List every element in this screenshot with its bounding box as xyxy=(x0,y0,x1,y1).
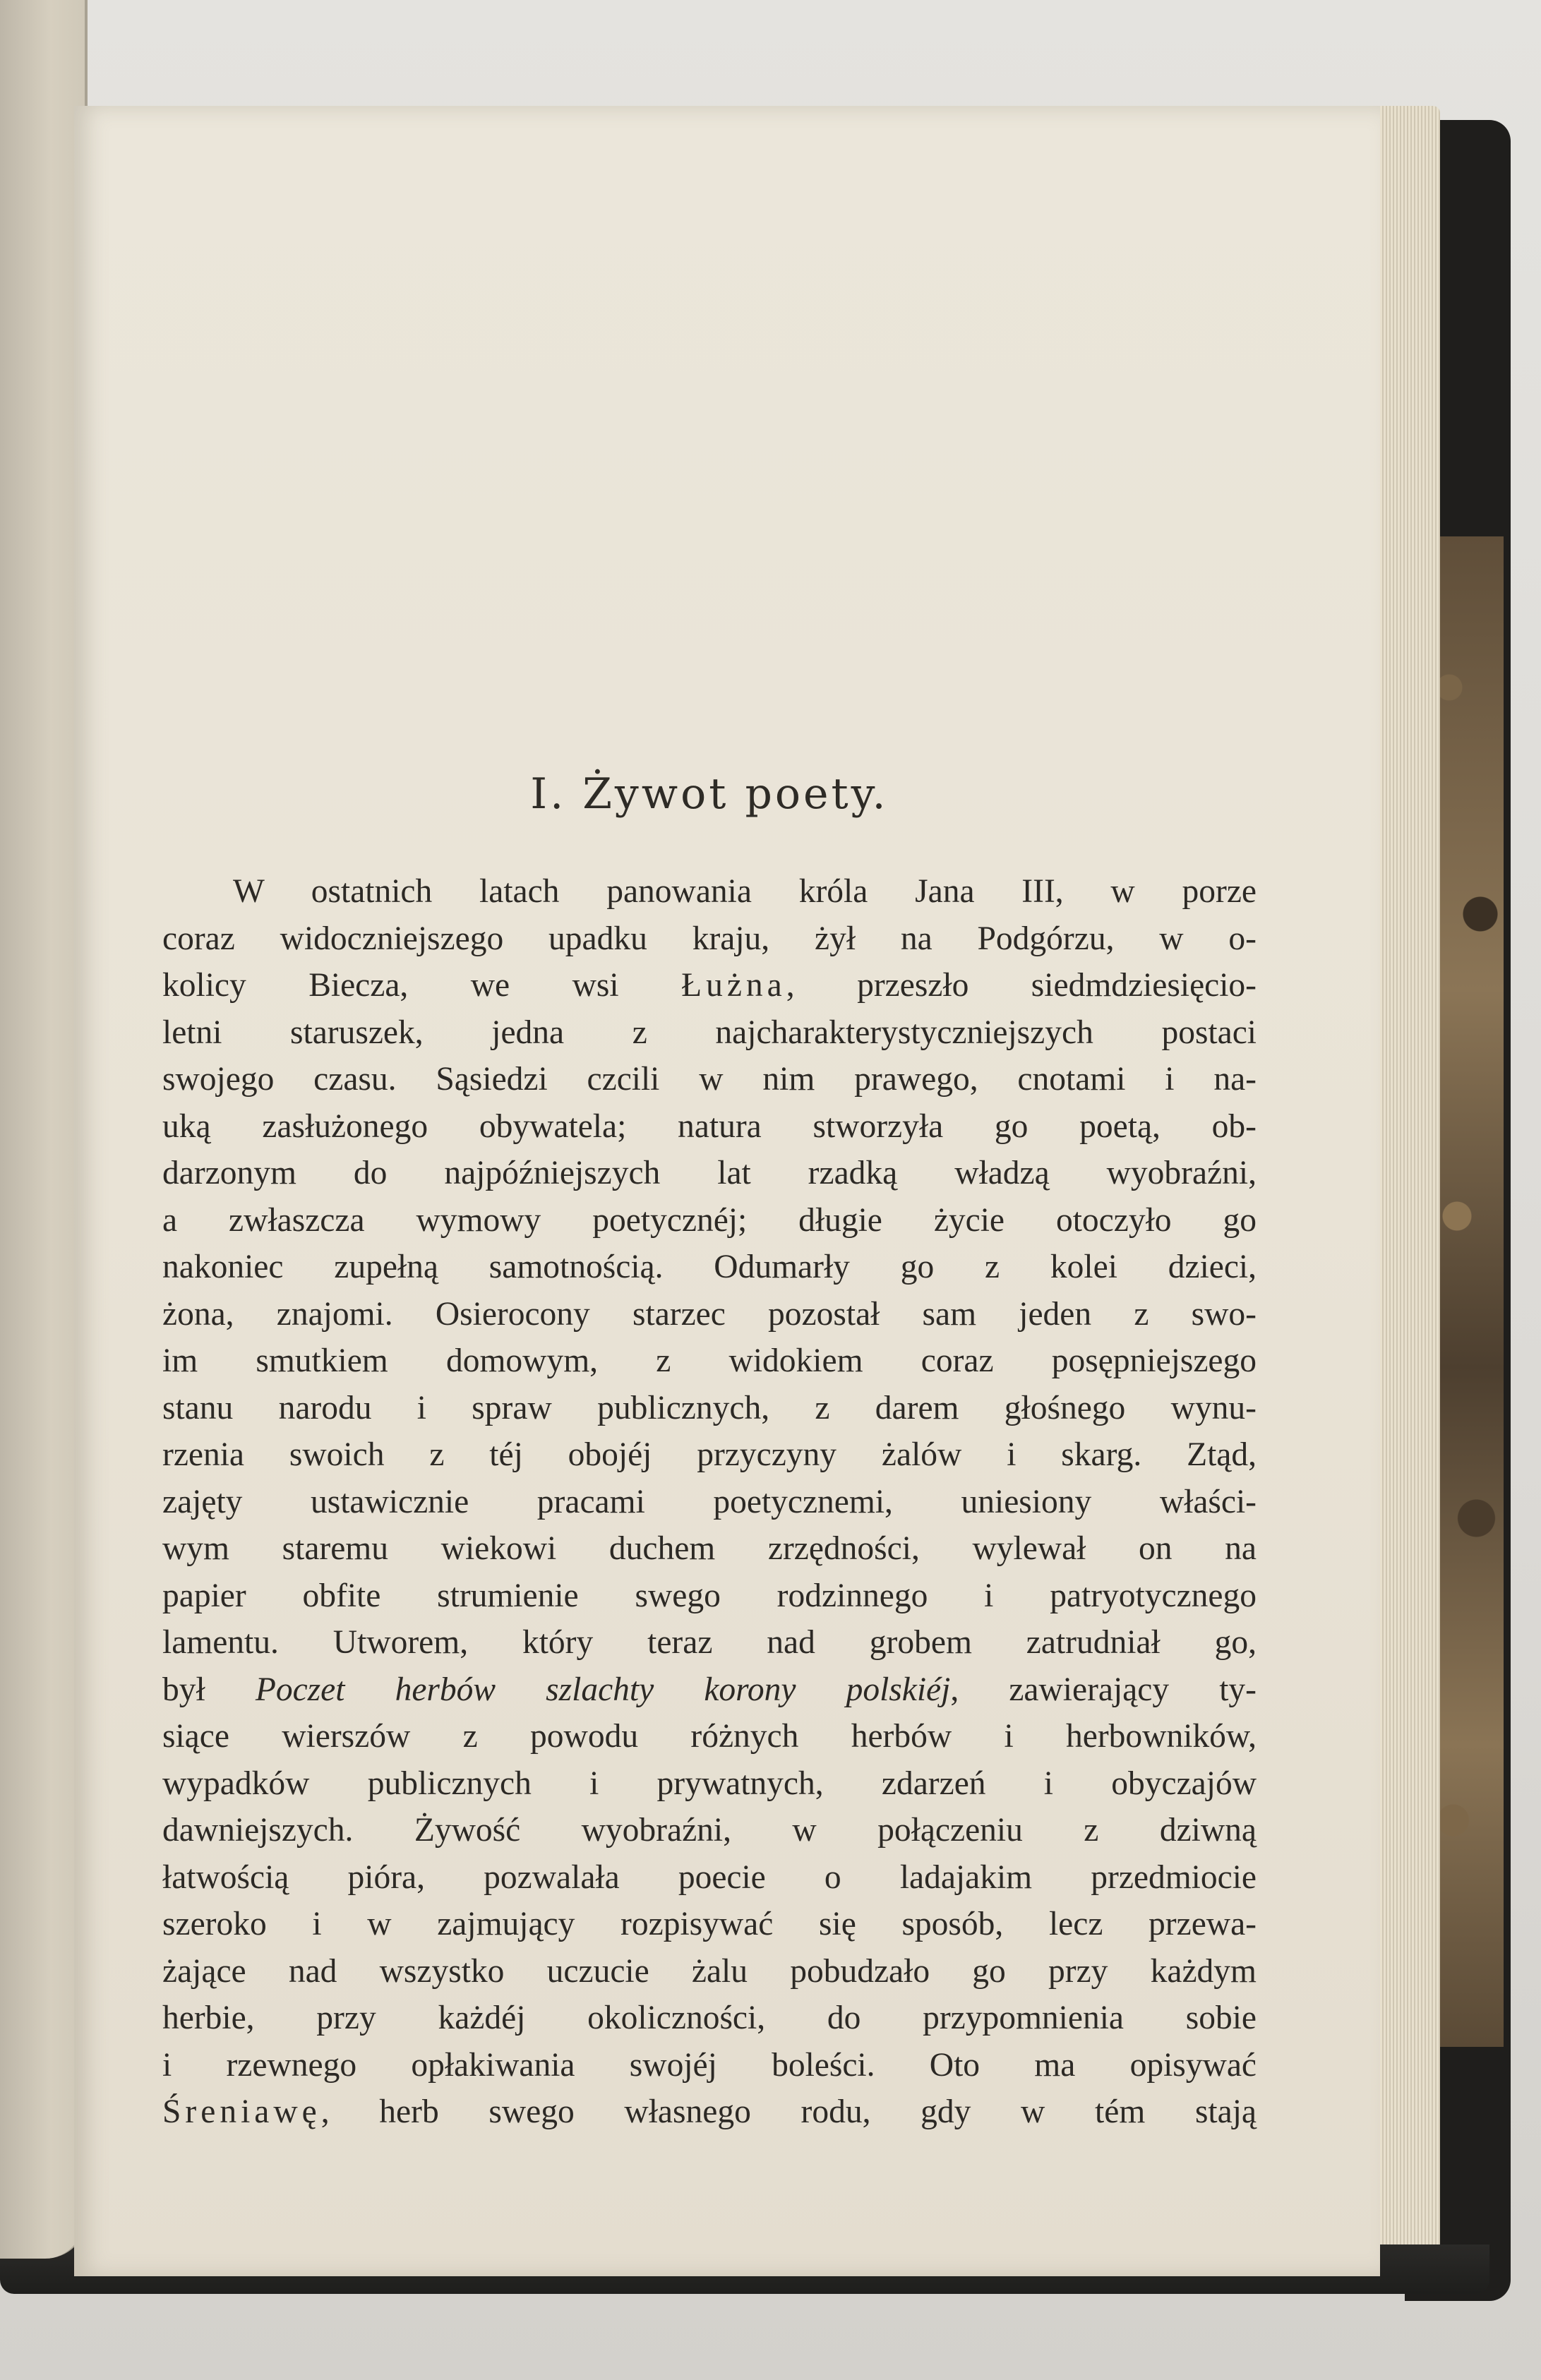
text-line: stanu narodu i spraw publicznych, z darem głośnego wynu- xyxy=(162,1389,1257,1426)
body-text xyxy=(162,868,1257,2136)
text-line: dawniejszych. Żywość wyobraźni, w połączeniu z dziwną xyxy=(162,1812,1257,1849)
page-content xyxy=(162,769,1257,2136)
text-line: był Poczet herbów szlachty korony polskiéj, zawierający ty- xyxy=(162,1671,1257,1708)
text-line: i rzewnego opłakiwania swojéj boleści. Oto ma opisywać xyxy=(162,2046,1257,2084)
text-line: papier obfite strumienie swego rodzinnego i patryotycznego xyxy=(162,1577,1257,1614)
text-line: kolicy Biecza, we wsi Łużna, przeszło siedmdziesięcio- xyxy=(162,967,1257,1004)
text-line: żona, znajomi. Osierocony starzec pozostał sam jeden z swo- xyxy=(162,1295,1257,1333)
text-line: nakoniec zupełną samotnością. Odumarły go z kolei dzieci, xyxy=(162,1249,1257,1285)
text-line: swojego czasu. Sąsiedzi czcili w nim prawego, cnotami i na- xyxy=(162,1061,1257,1098)
text-line: żające nad wszystko uczucie żalu pobudzało go przy każdym xyxy=(162,1952,1257,1990)
text-line: letni staruszek, jedna z najcharakterystyczniejszych postaci xyxy=(162,1014,1257,1051)
text-line: szeroko i w zajmujący rozpisywać się sposób, lecz przewa- xyxy=(162,1906,1257,1942)
place-name-spaced: Łużna xyxy=(681,967,786,1004)
text-line: uką zasłużonego obywatela; natura stworzyła go poetą, ob- xyxy=(162,1107,1257,1145)
text-line: herbie, przy każdéj okoliczności, do przypomnienia sobie xyxy=(162,2000,1257,2036)
text-line: wypadków publicznych i prywatnych, zdarzeń i obyczajów xyxy=(162,1765,1257,1802)
text-line: Śreniawę, herb swego własnego rodu, gdy w tém stają xyxy=(162,2093,1257,2130)
book-page xyxy=(74,106,1380,2276)
coat-of-arms-spaced: Śreniawę xyxy=(162,2093,321,2130)
text-line: coraz widoczniejszego upadku kraju, żył na Podgórzu, w o- xyxy=(162,920,1257,957)
text-line: łatwością pióra, pozwalała poecie o ladajakim przedmiocie xyxy=(162,1858,1257,1896)
text-line: W ostatnich latach panowania króla Jana III, w porze xyxy=(233,873,1257,910)
work-title-italic: Poczet herbów szlachty korony polskiéj xyxy=(255,1671,951,1708)
text-line: im smutkiem domowym, z widokiem coraz posępniejszego xyxy=(162,1342,1257,1379)
text-line: darzonym do najpóźniejszych lat rzadką władzą wyobraźni, xyxy=(162,1155,1257,1191)
text-line: wym staremu wiekowi duchem zrzędności, wylewał on na xyxy=(162,1530,1257,1567)
text-line: a zwłaszcza wymowy poetycznéj; długie życie otoczyło go xyxy=(162,1201,1257,1239)
text-line: zajęty ustawicznie pracami poetycznemi, uniesiony właści- xyxy=(162,1483,1257,1520)
page-block-edge xyxy=(1373,106,1440,2280)
text-line: rzenia swoich z téj obojéj przyczyny żalów i skarg. Ztąd, xyxy=(162,1436,1257,1473)
text-line: siące wierszów z powodu różnych herbów i herbowników, xyxy=(162,1718,1257,1755)
chapter-title: I. Żywot poety. xyxy=(530,769,889,819)
text-line: lamentu. Utworem, który teraz nad grobem zatrudniał go, xyxy=(162,1624,1257,1661)
